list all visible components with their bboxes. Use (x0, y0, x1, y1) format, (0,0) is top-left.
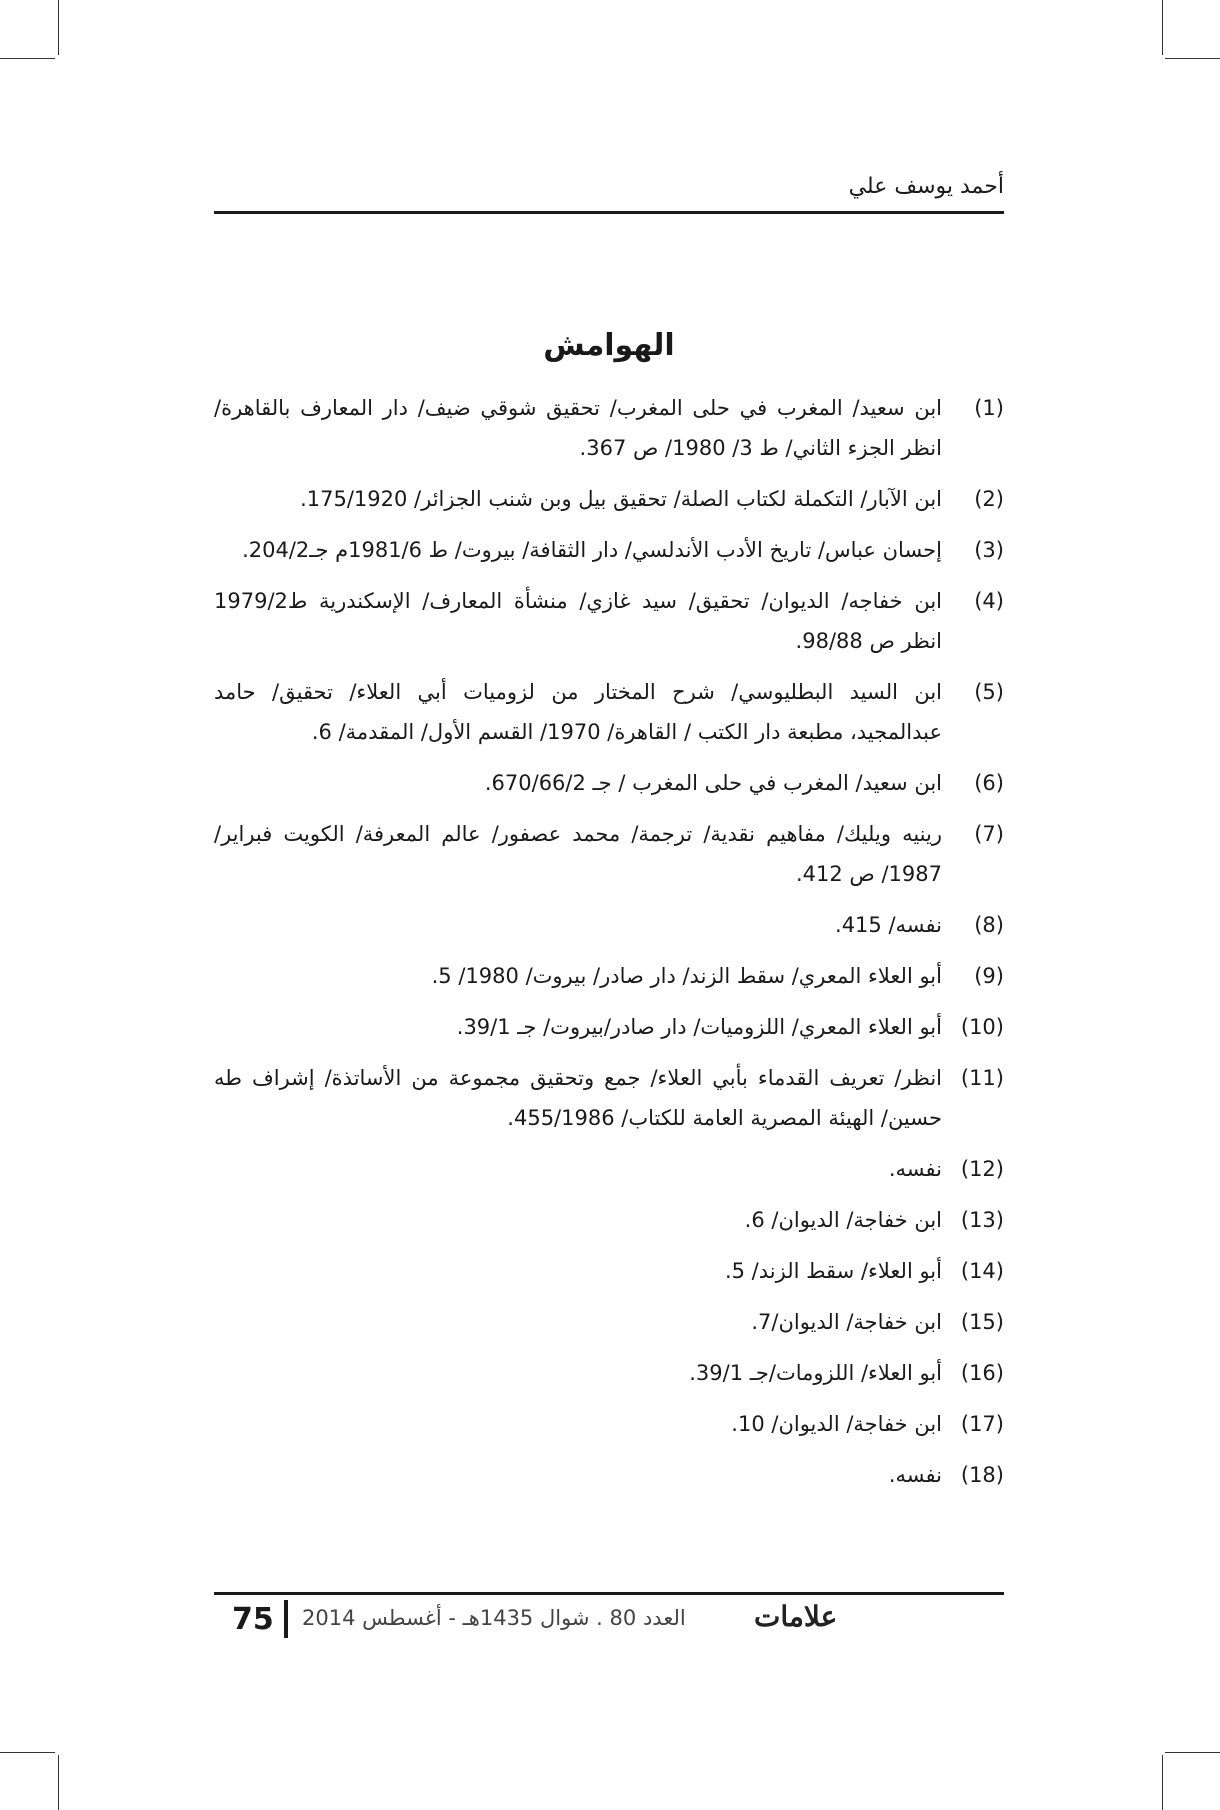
footnote-item (214, 581, 1004, 661)
footnote-item (214, 905, 1004, 945)
footnote-text: نفسه. (888, 1157, 942, 1181)
crop-mark (1165, 58, 1220, 59)
crop-mark (0, 1752, 55, 1753)
footnote-number: (12) (960, 1157, 1004, 1181)
footnote-text: ابن خفاجة/ الديوان/7. (751, 1310, 942, 1334)
journal-logo: علامات (754, 1600, 838, 1633)
footnote-number: (15) (960, 1310, 1004, 1334)
crop-mark (1162, 0, 1163, 55)
footnote-number: (16) (960, 1361, 1004, 1385)
footer-rule (214, 1592, 1004, 1595)
footnote-item (214, 814, 1004, 894)
footnote-item (214, 1200, 1004, 1240)
running-header-author: أحمد يوسف علي (848, 174, 1004, 199)
footnote-item (214, 763, 1004, 803)
footnote-text: انظر/ تعريف القدماء بأبي العلاء/ جمع وتحقيق مجموعة من الأساتذة/ إشراف طه حسين/ الهيئة المصرية العامة للكتاب/ 455/1986. (214, 1066, 942, 1130)
footnote-text: أبو العلاء المعري/ اللزوميات/ دار صادر/بيروت/ جـ 39/1. (456, 1015, 942, 1039)
footnote-text: إحسان عباس/ تاريخ الأدب الأندلسي/ دار الثقافة/ بيروت/ ط 1981/6م جـ204/2. (242, 538, 942, 562)
footer-divider (284, 1600, 288, 1638)
page-number: 75 (232, 1602, 274, 1637)
footnote-item (214, 1353, 1004, 1393)
footnote-number: (3) (974, 538, 1004, 562)
footnote-number: (17) (960, 1412, 1004, 1436)
crop-mark (1165, 1752, 1220, 1753)
footnote-item (214, 956, 1004, 996)
footnote-number: (11) (960, 1066, 1004, 1090)
crop-mark (0, 58, 55, 59)
crop-mark (1162, 1755, 1163, 1810)
footnote-text: نفسه. (888, 1463, 942, 1487)
section-title: الهوامش (543, 328, 675, 363)
issue-info: العدد 80 . شوال 1435هـ - أغسطس 2014 (302, 1606, 686, 1630)
footnote-number: (5) (974, 680, 1004, 704)
footnote-item (214, 1302, 1004, 1342)
footnote-number: (1) (974, 396, 1004, 420)
footnote-text: رينيه ويليك/ مفاهيم نقدية/ ترجمة/ محمد عصفور/ عالم المعرفة/ الكويت فبراير/ 1987/ ص 412. (214, 822, 942, 886)
crop-mark (58, 0, 59, 55)
footnote-item (214, 1149, 1004, 1189)
footnote-number: (10) (960, 1015, 1004, 1039)
footnote-item (214, 1058, 1004, 1138)
footnote-number: (6) (974, 771, 1004, 795)
footnote-number: (2) (974, 487, 1004, 511)
footnote-number: (9) (974, 964, 1004, 988)
footnote-item (214, 1007, 1004, 1047)
footnote-number: (7) (974, 822, 1004, 846)
footnote-item (214, 479, 1004, 519)
footnote-item (214, 530, 1004, 570)
crop-mark (58, 1755, 59, 1810)
page-footer (214, 1600, 1004, 1644)
footnote-item (214, 1455, 1004, 1495)
footnote-item (214, 1251, 1004, 1291)
footnote-text: ابن خفاجة/ الديوان/ 6. (744, 1208, 942, 1232)
footnote-text: ابن سعيد/ المغرب في حلى المغرب / جـ 670/66/2. (484, 771, 942, 795)
footnote-text: نفسه/ 415. (835, 913, 942, 937)
footnote-text: أبو العلاء/ سقط الزند/ 5. (724, 1259, 942, 1283)
footnote-number: (8) (974, 913, 1004, 937)
footnotes-list (214, 388, 1004, 1506)
footnote-number: (14) (960, 1259, 1004, 1283)
footnote-item (214, 1404, 1004, 1444)
footnote-text: ابن سعيد/ المغرب في حلى المغرب/ تحقيق شوقي ضيف/ دار المعارف بالقاهرة/ انظر الجزء الثاني/ ط 3/ 1980/ ص 367. (214, 396, 942, 460)
footnote-number: (4) (974, 589, 1004, 613)
footnote-text: ابن خفاجه/ الديوان/ تحقيق/ سيد غازي/ منشأة المعارف/ الإسكندرية ط1979/2 انظر ص 98/88. (214, 589, 942, 653)
footnote-item (214, 672, 1004, 752)
footnote-number: (18) (960, 1463, 1004, 1487)
footnote-text: أبو العلاء المعري/ سقط الزند/ دار صادر/ بيروت/ 1980/ 5. (431, 964, 942, 988)
footnote-text: ابن خفاجة/ الديوان/ 10. (731, 1412, 942, 1436)
footnote-text: أبو العلاء/ اللزومات/جـ 39/1. (689, 1361, 942, 1385)
footnote-item (214, 388, 1004, 468)
footnote-number: (13) (960, 1208, 1004, 1232)
footnote-text: ابن السيد البطليوسي/ شرح المختار من لزوميات أبي العلاء/ تحقيق/ حامد عبدالمجيد، مطبعة دار الكتب / القاهرة/ 1970/ القسم الأول/ المقدمة/ 6. (214, 680, 942, 744)
footnote-text: ابن الآبار/ التكملة لكتاب الصلة/ تحقيق بيل وبن شنب الجزائر/ 175/1920. (300, 487, 942, 511)
header-rule (214, 211, 1004, 214)
